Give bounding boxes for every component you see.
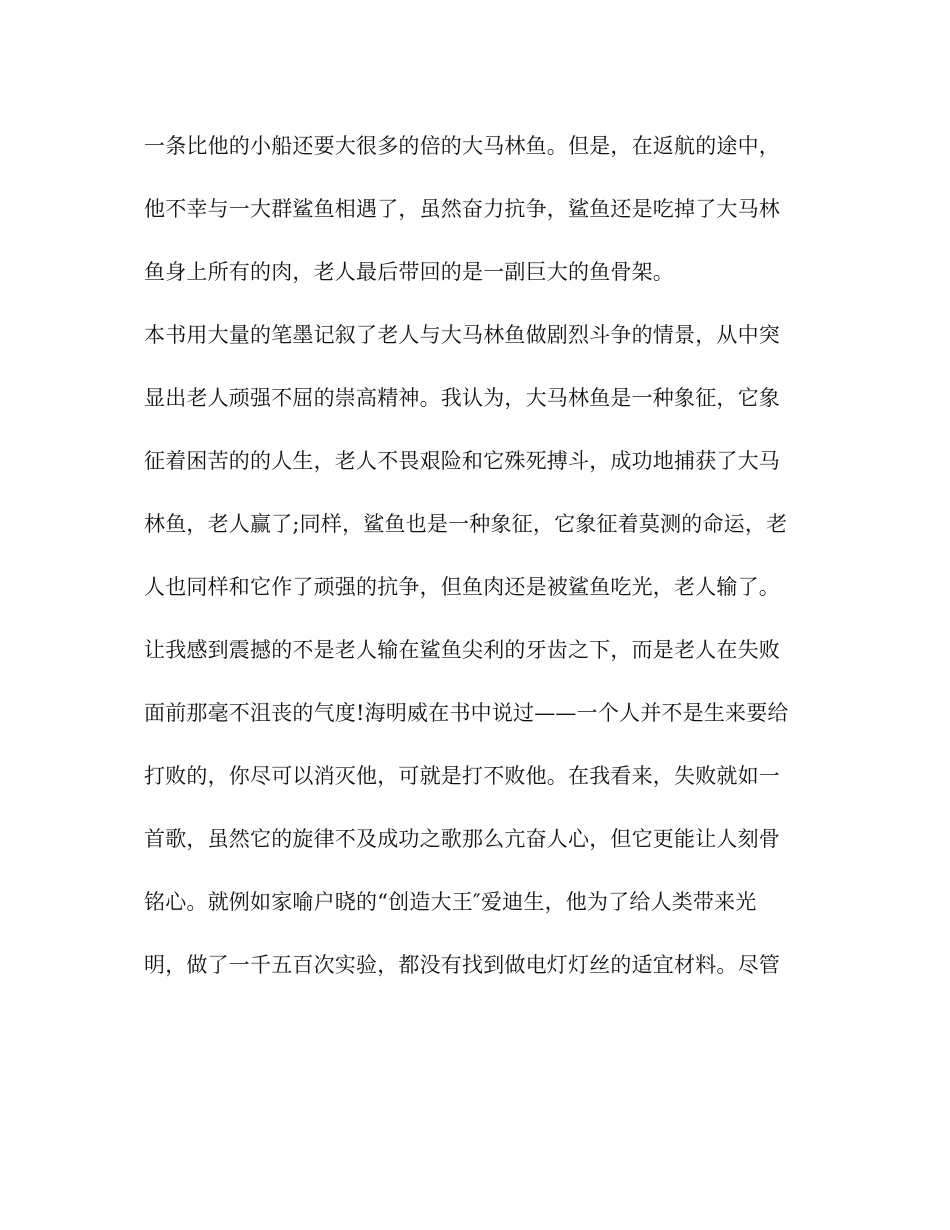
text-line-6: 征着困苦的的人生，老人不畏艰险和它殊死搏斗，成功地捕获了大马 (144, 449, 780, 473)
text-line-4: 本书用大量的笔墨记叙了老人与大马林鱼做剧烈斗争的情景，从中突 (144, 323, 780, 347)
text-line-8: 人也同样和它作了顽强的抗争，但鱼肉还是被鲨鱼吃光，老人输了。 (144, 575, 780, 599)
text-line-12: 首歌，虽然它的旋律不及成功之歌那么亢奋人心，但它更能让人刻骨 (144, 827, 780, 851)
text-line-1: 一条比他的小船还要大很多的倍的大马林鱼。但是，在返航的途中， (144, 134, 780, 158)
text-line-5: 显出老人顽强不屈的崇高精神。我认为，大马林鱼是一种象征，它象 (144, 386, 780, 410)
text-line-14: 明，做了一千五百次实验，都没有找到做电灯灯丝的适宜材料。尽管 (144, 953, 780, 977)
body-text (144, 126, 824, 1008)
text-line-11: 打败的，你尽可以消灭他，可就是打不败他。在我看来，失败就如一 (144, 764, 780, 788)
text-line-2: 他不幸与一大群鲨鱼相遇了，虽然奋力抗争，鲨鱼还是吃掉了大马林 (144, 197, 780, 221)
text-line-10: 面前那毫不沮丧的气度!海明威在书中说过——一个人并不是生来要给 (144, 701, 789, 725)
text-line-7: 林鱼，老人赢了;同样，鲨鱼也是一种象征，它象征着莫测的命运，老 (144, 512, 788, 536)
text-line-9: 让我感到震撼的不是老人输在鲨鱼尖利的牙齿之下，而是老人在失败 (144, 638, 780, 662)
text-line-3: 鱼身上所有的肉，老人最后带回的是一副巨大的鱼骨架。 (144, 260, 674, 284)
text-line-13: 铭心。就例如家喻户晓的“创造大王″爱迪生，他为了给人类带来光 (144, 890, 757, 914)
